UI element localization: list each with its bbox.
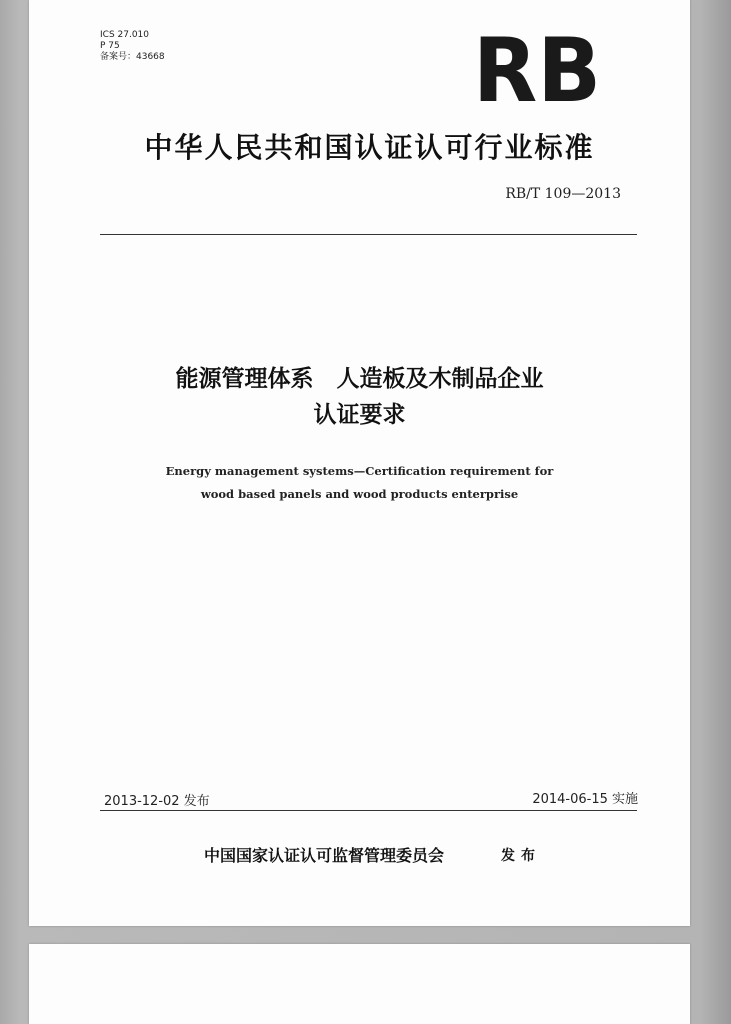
- document-title-en: [29, 460, 690, 506]
- publisher-name: 中国国家认证认可监督管理委员会: [204, 846, 445, 865]
- standard-number: RB/T 109—2013: [505, 186, 621, 202]
- issue-date: 2013-12-02 发布: [104, 794, 210, 809]
- title-en-line-2: wood based panels and wood products enterprise: [200, 487, 519, 501]
- rb-logo: [471, 30, 603, 106]
- document-title-cn: [29, 361, 690, 433]
- implementation-date: 2014-06-15 实施: [532, 792, 638, 807]
- standard-type-title: 中华人民共和国认证认可行业标准: [144, 131, 595, 164]
- title-cn-line-2: 认证要求: [313, 402, 406, 428]
- category-code: P 75: [100, 41, 120, 51]
- title-cn-line-1: 能源管理体系 人造板及木制品企业: [175, 366, 544, 392]
- ics-code: ICS 27.010: [100, 30, 150, 40]
- record-number: 备案号：43668: [100, 52, 165, 62]
- publish-label: 发布: [501, 848, 541, 864]
- document-meta: [100, 30, 165, 63]
- header-divider: [100, 234, 637, 235]
- document-page: [29, 0, 690, 926]
- title-en-line-1: Energy management systems—Certification requirement for: [165, 464, 554, 478]
- footer-divider: [100, 810, 637, 811]
- rb-logo-text: RB: [473, 30, 601, 106]
- next-page: [29, 944, 690, 1024]
